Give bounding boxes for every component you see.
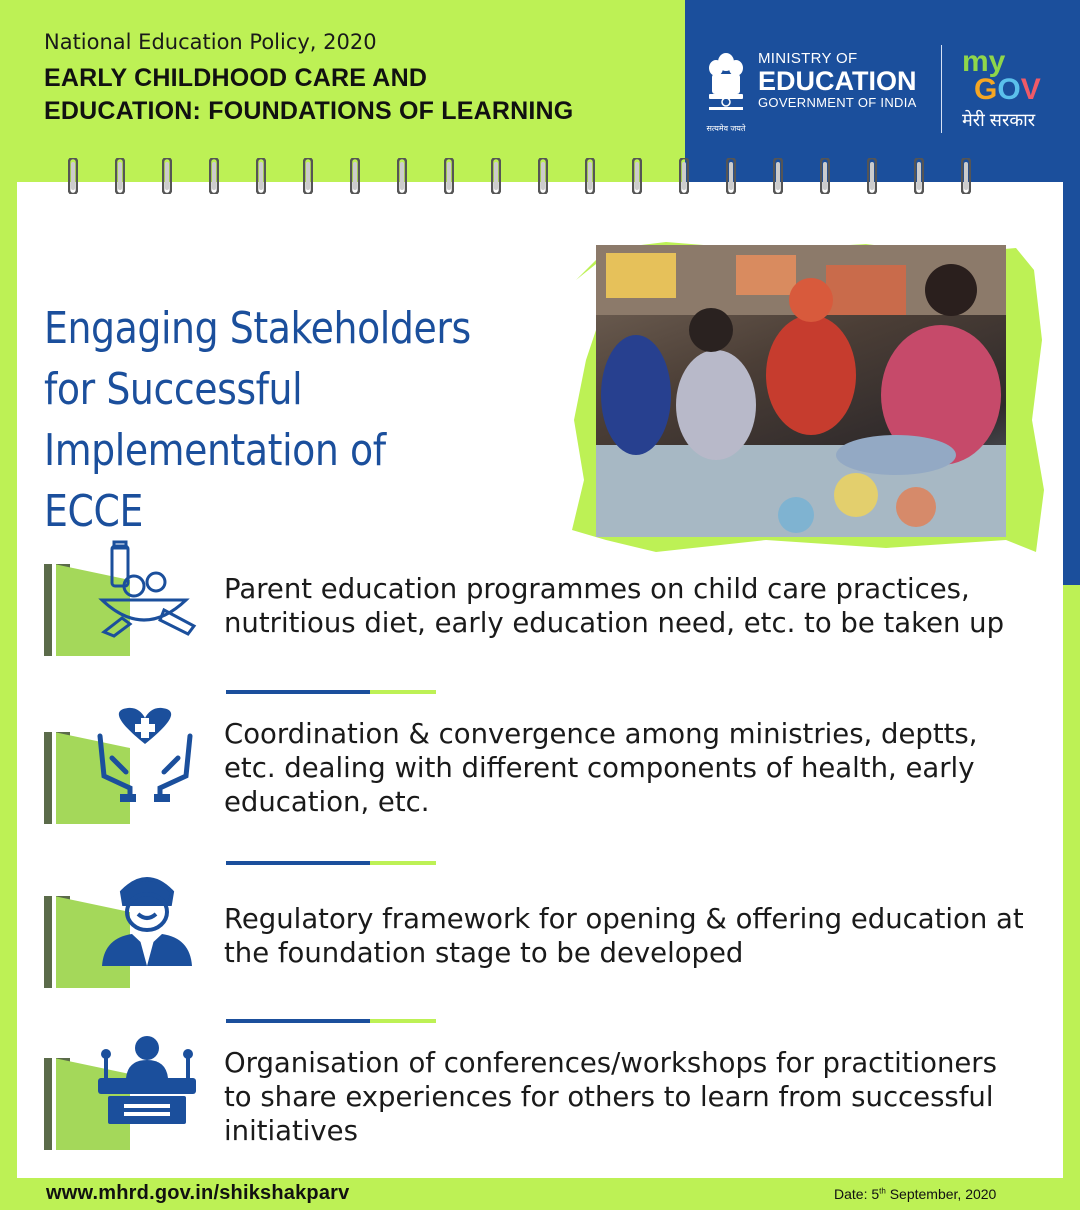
divider (226, 690, 436, 694)
mygov-o: O (997, 73, 1021, 106)
emblem (704, 50, 748, 134)
section-title-line1: Engaging Stakeholders (44, 303, 471, 354)
footer-url[interactable]: www.mhrd.gov.in/shikshakparv (46, 1182, 350, 1204)
date-suffix: September, 2020 (885, 1186, 997, 1202)
logo-divider (941, 45, 942, 133)
divider (226, 861, 436, 865)
spiral-ring-icon (444, 158, 454, 194)
lion-emblem-icon (704, 50, 748, 120)
children-photo (596, 245, 1006, 537)
mygov-logo (962, 45, 1041, 132)
mygov-gov (974, 73, 1041, 106)
classroom-photo (566, 240, 1046, 552)
page-title (44, 62, 684, 128)
page-title-line2: EDUCATION: FOUNDATIONS OF LEARNING (44, 97, 574, 125)
ministry-text (758, 50, 917, 110)
spiral-ring-icon (209, 158, 219, 194)
spiral-ring-icon (585, 158, 595, 194)
ministry-logo (704, 50, 917, 134)
spiral-ring-icon (679, 158, 689, 194)
spiral-ring-icon (256, 158, 266, 194)
spiral-ring-icon (115, 158, 125, 194)
spiral-ring-icon (914, 158, 924, 194)
spiral-ring-icon (632, 158, 642, 194)
section-title-line2: for Successful (44, 364, 303, 415)
spiral-ring-icon (162, 158, 172, 194)
item-text: Coordination & convergence among ministries, deptts, etc. dealing with different components of health, early education, etc. (224, 718, 978, 818)
spiral-ring-icon (538, 158, 548, 194)
doctor-icon (92, 870, 202, 970)
emblem-caption: सत्यमेव जयते (706, 124, 746, 133)
item-text: Regulatory framework for opening & offering education at the foundation stage to be developed (224, 903, 1024, 969)
conference-icon (92, 1030, 202, 1130)
mygov-tagline: मेरी सरकार (962, 110, 1036, 130)
spiral-ring-icon (820, 158, 830, 194)
item-text: Organisation of conferences/workshops for practitioners to share experiences for others to learn from successful initiatives (224, 1047, 997, 1147)
ministry-line3: GOVERNMENT OF INDIA (758, 95, 917, 110)
date-sup: th (879, 1186, 886, 1196)
divider (226, 1019, 436, 1023)
mygov-v: V (1020, 73, 1041, 106)
item-text: Parent education programmes on child care practices, nutritious diet, early education need, etc. to be taken up (224, 573, 1005, 639)
food-icon (94, 540, 204, 640)
section-title (44, 298, 474, 542)
date-prefix: Date: 5 (834, 1186, 880, 1202)
section-title-line3: Implementation of ECCE (44, 425, 386, 537)
header (44, 30, 684, 128)
photo-illustration (596, 245, 1006, 537)
spiral-ring-icon (350, 158, 360, 194)
spiral-ring-icon (867, 158, 877, 194)
spiral-ring-icon (68, 158, 78, 194)
spiral-ring-icon (397, 158, 407, 194)
page-title-line1: EARLY CHILDHOOD CARE AND (44, 64, 428, 92)
policy-label: National Education Policy, 2020 (44, 30, 377, 54)
mygov-g: G (974, 73, 998, 106)
footer-date (834, 1186, 996, 1202)
hands-heart-icon (90, 706, 200, 806)
spiral-ring-icon (491, 158, 501, 194)
spiral-ring-icon (726, 158, 736, 194)
ministry-line2: EDUCATION (758, 66, 917, 96)
mygov-my: my (962, 45, 1006, 78)
spiral-ring-icon (961, 158, 971, 194)
spiral-ring-icon (303, 158, 313, 194)
spiral-ring-icon (773, 158, 783, 194)
ministry-line1: MINISTRY OF (758, 50, 858, 67)
